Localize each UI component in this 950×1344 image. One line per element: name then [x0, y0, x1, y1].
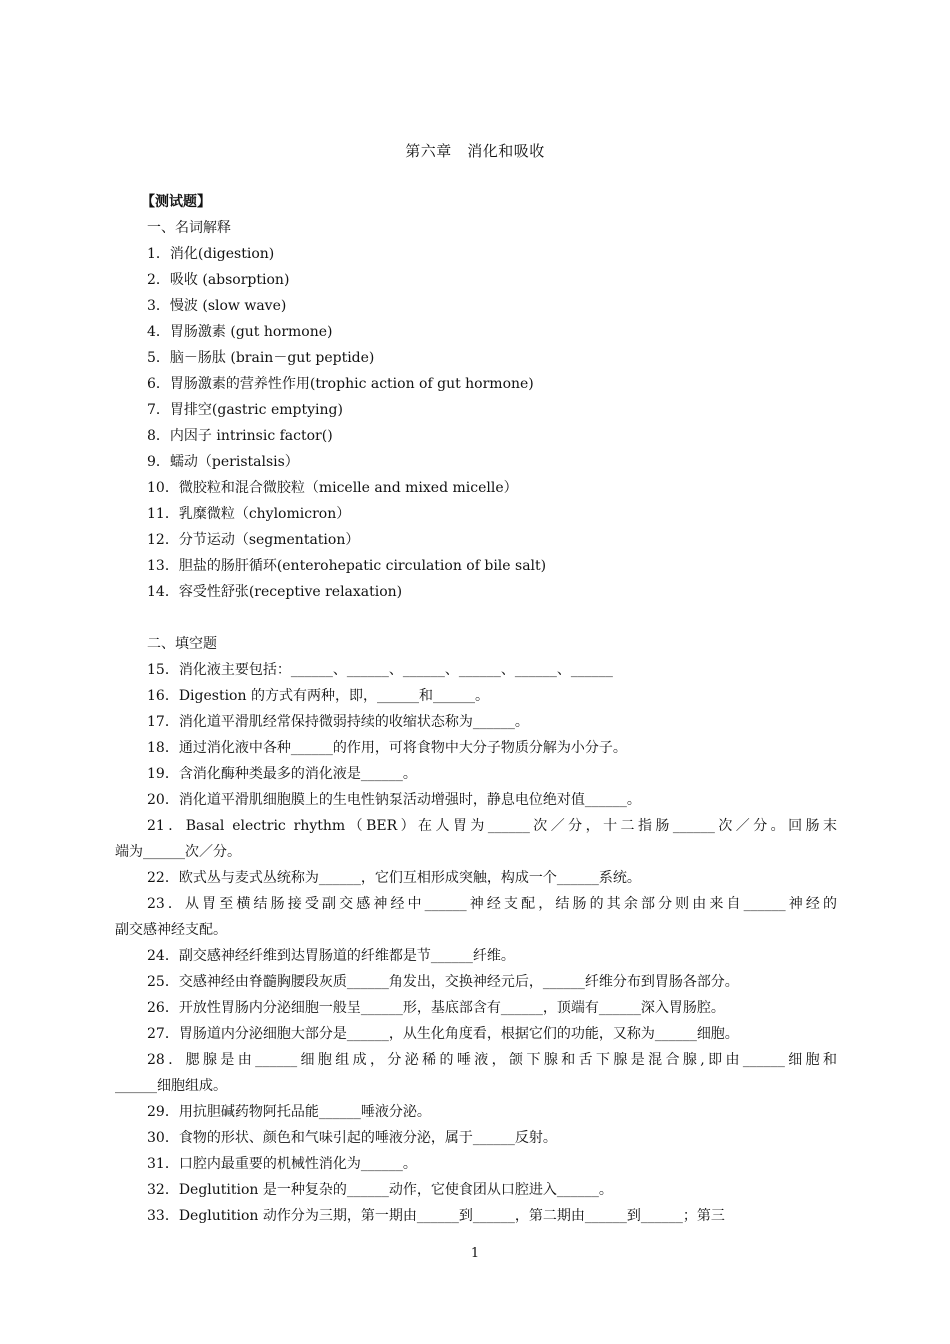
- definition-item: 1．消化(digestion): [147, 246, 275, 262]
- content-body: [0, 189, 950, 1229]
- definition-item: 2．吸收 (absorption): [147, 272, 290, 288]
- question-item-continuation: 端为______次／分。: [115, 844, 241, 860]
- question-item: 24．副交感神经纤维到达胃肠道的纤维都是节______纤维。: [147, 948, 515, 964]
- section-heading-fill-blank: 二、填空题: [147, 636, 217, 652]
- definition-item: 13．胆盐的肠肝循环(enterohepatic circulation of bile salt): [147, 558, 547, 574]
- definition-item: 3．慢波 (slow wave): [147, 298, 287, 314]
- question-item: 31．口腔内最重要的机械性消化为______。: [147, 1156, 417, 1172]
- definition-item: 7．胃排空(gastric emptying): [147, 402, 343, 418]
- definition-item: 10．微胶粒和混合微胶粒（micelle and mixed micelle）: [147, 480, 518, 496]
- chapter-title: 第六章 消化和吸收: [405, 142, 545, 160]
- definition-item: 12．分节运动（segmentation）: [147, 532, 360, 548]
- question-item: 17．消化道平滑肌经常保持微弱持续的收缩状态称为______。: [147, 714, 529, 730]
- question-item: 28．腮腺是由______细胞组成，分泌稀的唾液，颌下腺和舌下腺是混合腺,即由______细胞和: [147, 1052, 837, 1068]
- question-item-continuation: ______细胞组成。: [115, 1078, 227, 1094]
- question-item: 22．欧式丛与麦式丛统称为______，它们互相形成突触，构成一个______系统。: [147, 870, 641, 886]
- question-item: 25．交感神经由脊髓胸腰段灰质______角发出，交换神经元后，______纤维分布到胃肠各部分。: [147, 974, 739, 990]
- definition-item: 9．蠕动（peristalsis）: [147, 454, 299, 470]
- question-item: 20．消化道平滑肌细胞膜上的生电性钠泵活动增强时，静息电位绝对值______。: [147, 792, 641, 808]
- question-item-continuation: 副交感神经支配。: [115, 922, 227, 938]
- test-heading: 【测试题】: [141, 194, 211, 210]
- section-heading-definitions: 一、名词解释: [147, 220, 231, 236]
- section-spacer: [0, 605, 950, 631]
- question-item: 21．Basal electric rhythm（BER）在人胃为______次／分，十二指肠______次／分。回肠末: [147, 818, 837, 834]
- question-item: 26．开放性胃肠内分泌细胞一般呈______形，基底部含有______，顶端有______深入胃肠腔。: [147, 1000, 725, 1016]
- question-item: 30．食物的形状、颜色和气味引起的唾液分泌，属于______反射。: [147, 1130, 557, 1146]
- question-item: 29．用抗胆碱药物阿托品能______唾液分泌。: [147, 1104, 431, 1120]
- question-item: 18．通过消化液中各种______的作用，可将食物中大分子物质分解为小分子。: [147, 740, 627, 756]
- definition-item: 4．胃肠激素 (gut hormone): [147, 324, 333, 340]
- question-item: 33．Deglutition 动作分为三期，第一期由______到______，第二期由______到______；第三: [147, 1208, 725, 1224]
- question-item: 16．Digestion 的方式有两种，即，______和______。: [147, 688, 489, 704]
- question-item: 19．含消化酶种类最多的消化液是______。: [147, 766, 417, 782]
- question-item: 27．胃肠道内分泌细胞大部分是______，从生化角度看，根据它们的功能，又称为______细胞。: [147, 1026, 739, 1042]
- definition-item: 11．乳糜微粒（chylomicron）: [147, 506, 351, 522]
- page-number: 1: [470, 1246, 480, 1261]
- definition-item: 8．内因子 intrinsic factor(): [147, 428, 333, 444]
- definition-item: 14．容受性舒张(receptive relaxation): [147, 584, 403, 600]
- question-item: 15．消化液主要包括：______、______、______、______、______、______: [147, 662, 613, 678]
- question-item: 23．从胃至横结肠接受副交感神经中______神经支配，结肠的其余部分则由来自______神经的: [147, 896, 837, 912]
- definition-item: 5．脑－肠肽 (brain－gut peptide): [147, 350, 375, 366]
- definition-item: 6．胃肠激素的营养性作用(trophic action of gut hormone): [147, 376, 534, 392]
- question-item: 32．Deglutition 是一种复杂的______动作，它使食团从口腔进入______。: [147, 1182, 613, 1198]
